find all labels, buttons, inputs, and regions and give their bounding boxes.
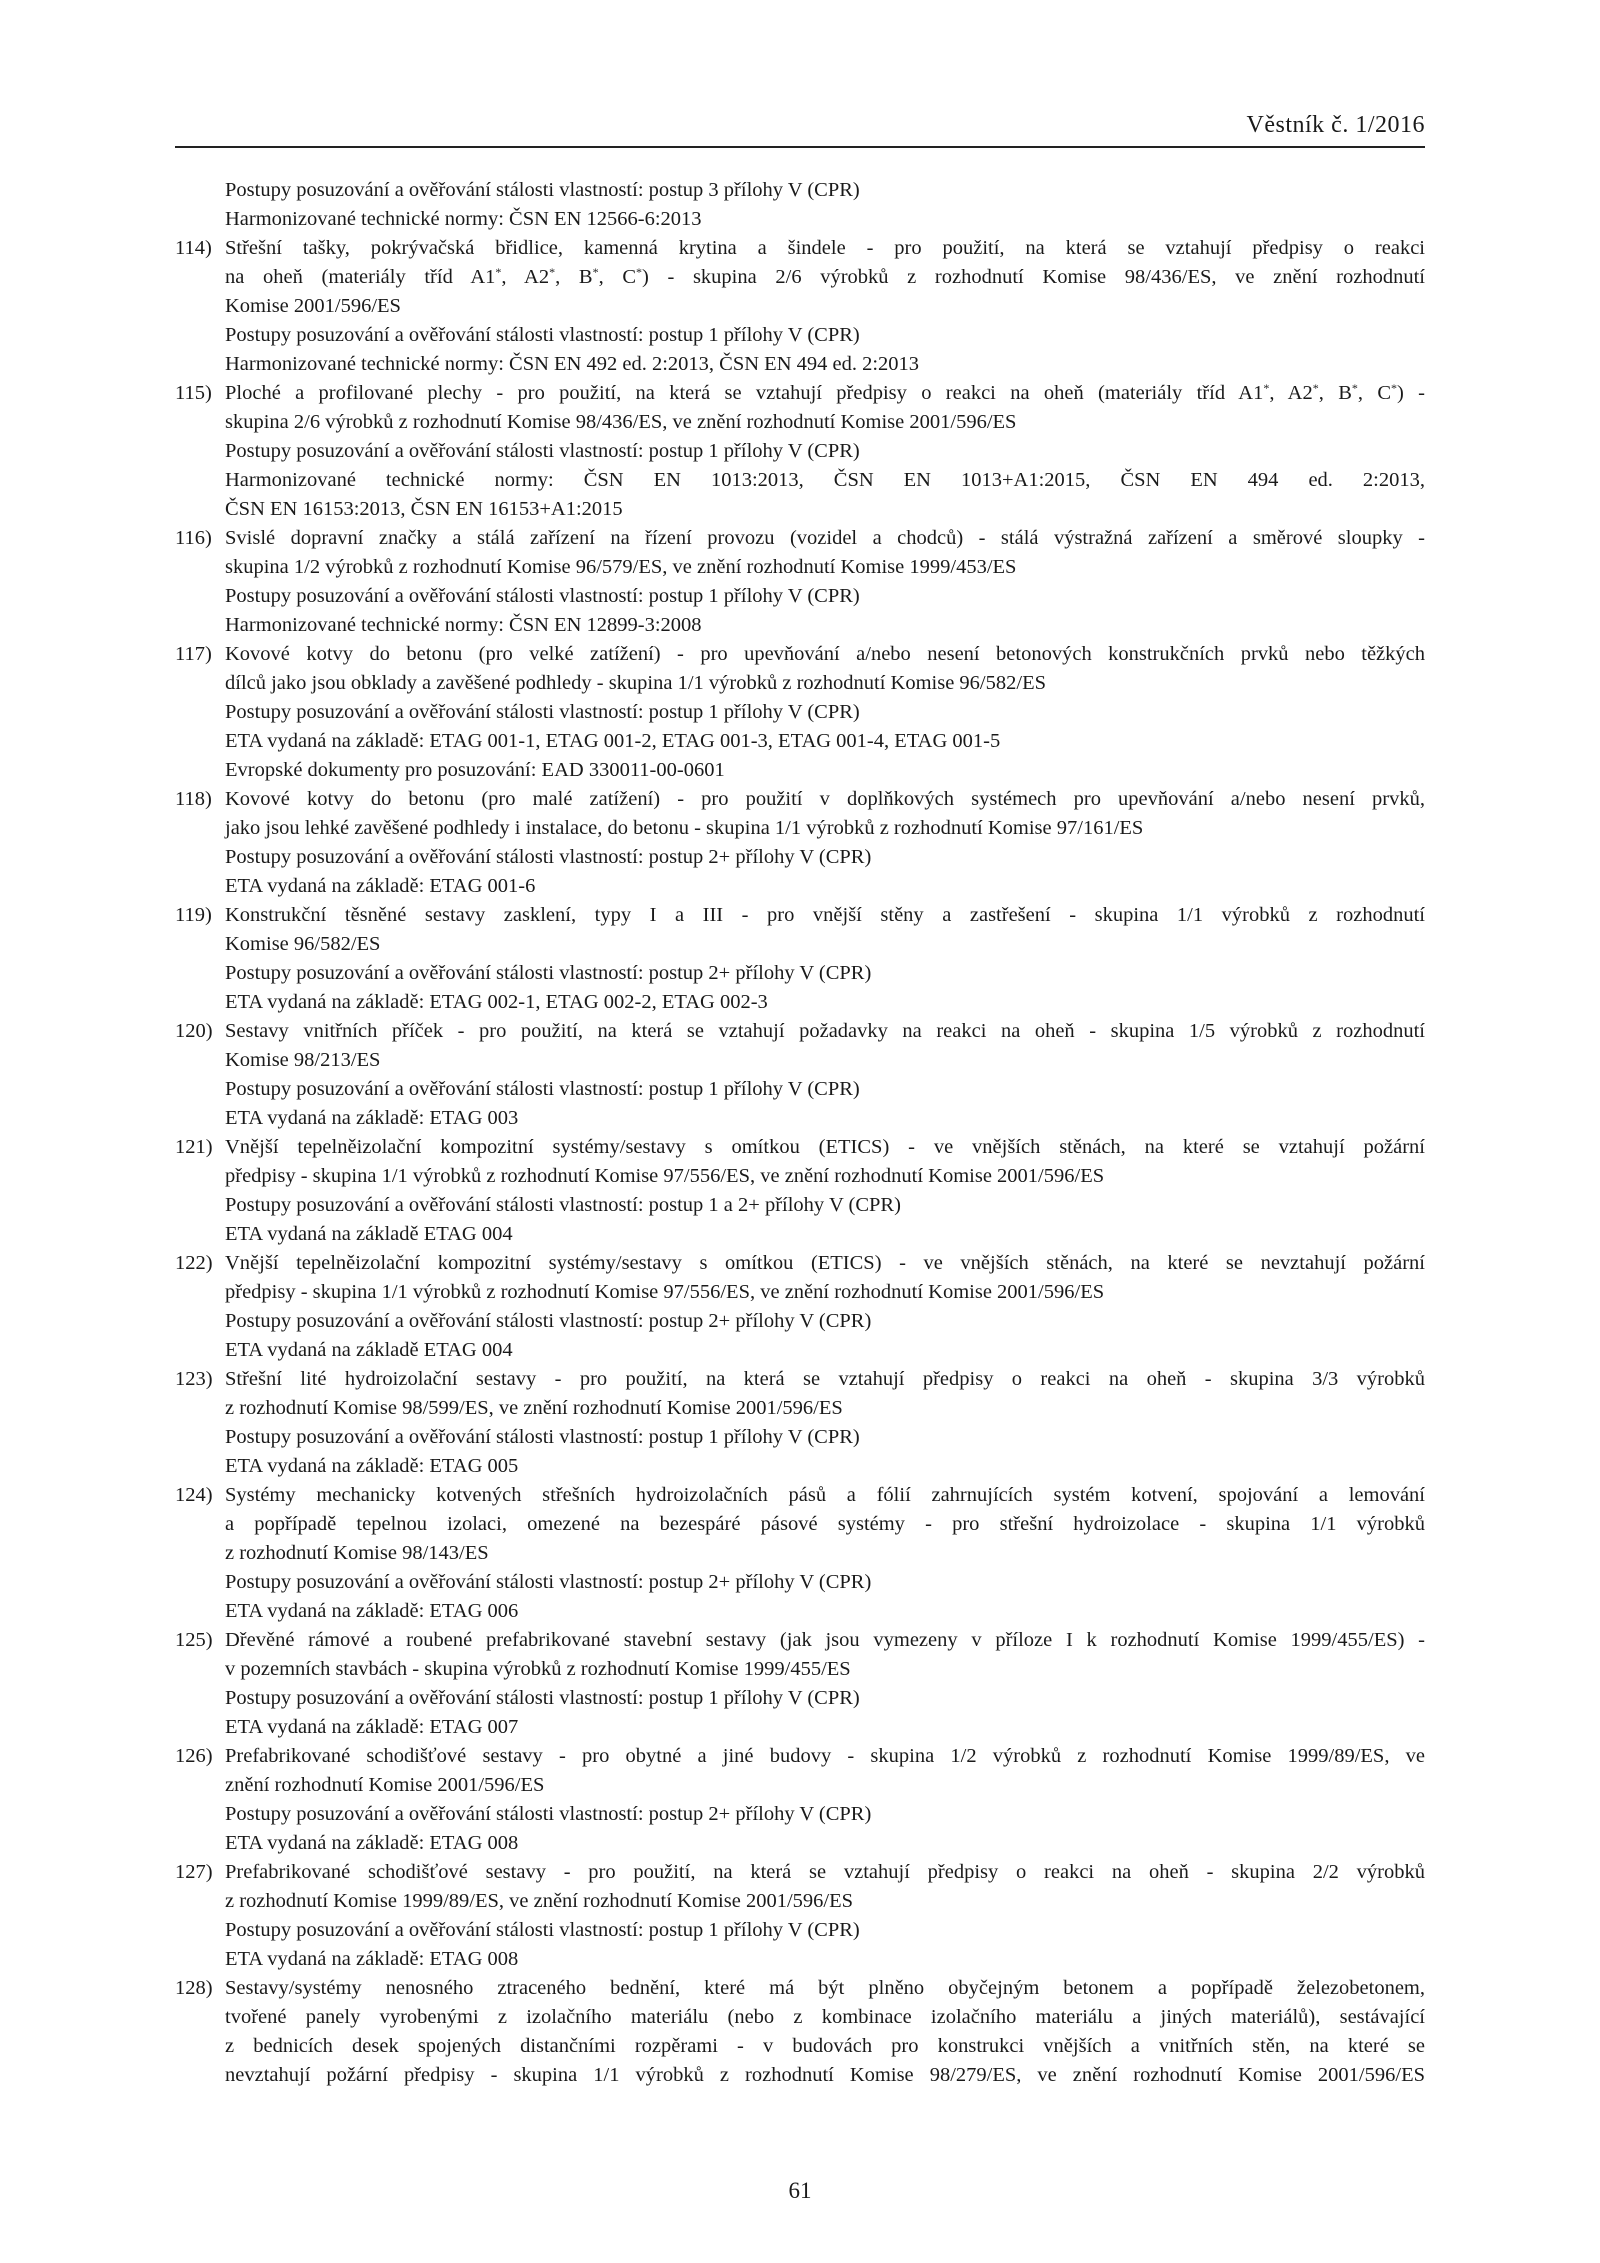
text-line: v pozemních stavbách - skupina výrobků z rozhodnutí Komise 1999/455/ES xyxy=(225,1658,851,1680)
item-text: Svislé dopravní značky a stálá zařízení na řízení provozu (vozidel a chodců) - stálá výstražná zařízení a směrové sloupky - xyxy=(225,527,1425,549)
text-line: Evropské dokumenty pro posuzování: EAD 330011-00-0601 xyxy=(225,759,725,781)
item-text: Kovové kotvy do betonu (pro malé zatížení) - pro použití v doplňkových systémech pro upevňování a/nebo nesení prvků, xyxy=(225,788,1425,810)
text-line: Komise 2001/596/ES xyxy=(225,295,401,317)
text-line: Harmonizované technické normy: ČSN EN 1013:2013, ČSN EN 1013+A1:2015, ČSN EN 494 ed. 2:2013, xyxy=(225,469,1425,491)
journal-title: Věstník č. 1/2016 xyxy=(1246,112,1425,138)
text-line: Postupy posuzování a ověřování stálosti vlastností: postup 1 přílohy V (CPR) xyxy=(225,440,860,462)
item-text: Prefabrikované schodišťové sestavy - pro použití, na která se vztahují předpisy o reakci na oheň - skupina 2/2 výrobků xyxy=(225,1861,1425,1883)
list-item xyxy=(175,234,1425,263)
item-number: 126) xyxy=(175,1745,213,1767)
text-line: Postupy posuzování a ověřování stálosti vlastností: postup 1 přílohy V (CPR) xyxy=(225,1919,860,1941)
text-line: Postupy posuzování a ověřování stálosti vlastností: postup 1 přílohy V (CPR) xyxy=(225,585,860,607)
list-item xyxy=(175,1742,1425,1771)
text-line: ETA vydaná na základě ETAG 004 xyxy=(225,1339,513,1361)
text-line: ETA vydaná na základě: ETAG 008 xyxy=(225,1948,519,1970)
text-line: Postupy posuzování a ověřování stálosti vlastností: postup 1 přílohy V (CPR) xyxy=(225,701,860,723)
list-item xyxy=(175,524,1425,553)
item-number: 127) xyxy=(175,1861,213,1883)
text-line: ETA vydaná na základě: ETAG 001-6 xyxy=(225,875,536,897)
list-item xyxy=(175,379,1425,408)
text-line: z rozhodnutí Komise 98/143/ES xyxy=(225,1542,489,1564)
text-line: Postupy posuzování a ověřování stálosti vlastností: postup 2+ přílohy V (CPR) xyxy=(225,1571,872,1593)
list-item xyxy=(175,901,1425,930)
item-number: 123) xyxy=(175,1368,213,1390)
list-item xyxy=(175,1249,1425,1278)
text-line: Harmonizované technické normy: ČSN EN 12566-6:2013 xyxy=(225,208,702,230)
item-number: 121) xyxy=(175,1136,213,1158)
item-number: 119) xyxy=(175,904,212,926)
text-line: Postupy posuzování a ověřování stálosti vlastností: postup 2+ přílohy V (CPR) xyxy=(225,1803,872,1825)
item-number: 125) xyxy=(175,1629,213,1651)
page-header xyxy=(175,110,1425,148)
text-line: a popřípadě tepelnou izolaci, omezené na bezespáré pásové systémy - pro střešní hydroizolace - skupina 1/1 výrobků xyxy=(225,1513,1425,1535)
text-line: Postupy posuzování a ověřování stálosti vlastností: postup 1 přílohy V (CPR) xyxy=(225,1687,860,1709)
text-line: dílců jako jsou obklady a zavěšené podhledy - skupina 1/1 výrobků z rozhodnutí Komise 96/582/ES xyxy=(225,672,1046,694)
text-line: ETA vydaná na základě: ETAG 001-1, ETAG 001-2, ETAG 001-3, ETAG 001-4, ETAG 001-5 xyxy=(225,730,1001,752)
list-item xyxy=(175,1974,1425,2003)
text-line: ETA vydaná na základě ETAG 004 xyxy=(225,1223,513,1245)
text-line: předpisy - skupina 1/1 výrobků z rozhodnutí Komise 97/556/ES, ve znění rozhodnutí Komise 2001/596/ES xyxy=(225,1165,1105,1187)
item-number: 117) xyxy=(175,643,212,665)
text-line: Postupy posuzování a ověřování stálosti vlastností: postup 1 přílohy V (CPR) xyxy=(225,1078,860,1100)
list-item xyxy=(175,1133,1425,1162)
text-line: Postupy posuzování a ověřování stálosti vlastností: postup 3 přílohy V (CPR) xyxy=(225,179,860,201)
text-line: na oheň (materiály tříd A1*, A2*, B*, C*) - skupina 2/6 výrobků z rozhodnutí Komise 98/436/ES, ve znění rozhodnutí xyxy=(225,265,1425,288)
text-line: ETA vydaná na základě: ETAG 008 xyxy=(225,1832,519,1854)
item-number: 120) xyxy=(175,1020,213,1042)
page-number: 61 xyxy=(788,2178,812,2203)
list-item xyxy=(175,1017,1425,1046)
item-text: Dřevěné rámové a roubené prefabrikované stavební sestavy (jak jsou vymezeny v příloze I k rozhodnutí Komise 1999/455/ES) - xyxy=(225,1629,1425,1651)
text-line: Komise 98/213/ES xyxy=(225,1049,381,1071)
item-text: Vnější tepelněizolační kompozitní systémy/sestavy s omítkou (ETICS) - ve vnějších stěnách, na které se nevztahují požární xyxy=(225,1252,1425,1274)
item-number: 118) xyxy=(175,788,212,810)
text-line: Postupy posuzování a ověřování stálosti vlastností: postup 1 přílohy V (CPR) xyxy=(225,1426,860,1448)
list-item xyxy=(175,1481,1425,1510)
list-item xyxy=(175,1858,1425,1887)
text-line: předpisy - skupina 1/1 výrobků z rozhodnutí Komise 97/556/ES, ve znění rozhodnutí Komise 2001/596/ES xyxy=(225,1281,1105,1303)
text-line: ETA vydaná na základě: ETAG 003 xyxy=(225,1107,519,1129)
item-text: Střešní tašky, pokrývačská břidlice, kamenná krytina a šindele - pro použití, na která se vztahují předpisy o reakci xyxy=(225,237,1425,259)
item-text: Konstrukční těsněné sestavy zasklení, typy I a III - pro vnější stěny a zastřešení - skupina 1/1 výrobků z rozhodnutí xyxy=(225,904,1425,926)
text-line: z rozhodnutí Komise 98/599/ES, ve znění rozhodnutí Komise 2001/596/ES xyxy=(225,1397,843,1419)
text-line: Postupy posuzování a ověřování stálosti vlastností: postup 2+ přílohy V (CPR) xyxy=(225,846,872,868)
text-line: ETA vydaná na základě: ETAG 002-1, ETAG 002-2, ETAG 002-3 xyxy=(225,991,768,1013)
item-number: 122) xyxy=(175,1252,213,1274)
list-item xyxy=(175,1365,1425,1394)
list-item xyxy=(175,1626,1425,1655)
text-line: ETA vydaná na základě: ETAG 006 xyxy=(225,1600,519,1622)
text-line: Harmonizované technické normy: ČSN EN 12899-3:2008 xyxy=(225,614,702,636)
item-number: 128) xyxy=(175,1977,213,1999)
item-number: 115) xyxy=(175,382,212,404)
list-item xyxy=(175,785,1425,814)
item-text: Systémy mechanicky kotvených střešních hydroizolačních pásů a fólií zahrnujících systém kotvení, spojování a lemování xyxy=(225,1484,1425,1506)
text-line: tvořené panely vyrobenými z izolačního materiálu (nebo z kombinace izolačního materiálu a jiných materiálů), sestávající xyxy=(225,2006,1425,2028)
item-number: 114) xyxy=(175,237,212,259)
text-line: znění rozhodnutí Komise 2001/596/ES xyxy=(225,1774,545,1796)
document-body xyxy=(175,176,1425,2090)
text-line: Komise 96/582/ES xyxy=(225,933,381,955)
item-number: 116) xyxy=(175,527,212,549)
text-line: ETA vydaná na základě: ETAG 005 xyxy=(225,1455,519,1477)
text-line: ČSN EN 16153:2013, ČSN EN 16153+A1:2015 xyxy=(225,498,623,520)
item-text: Ploché a profilované plechy - pro použití, na která se vztahují předpisy o reakci na oheň (materiály tříd A1*, A2*, B*, C*) - xyxy=(225,381,1425,404)
text-line: jako jsou lehké zavěšené podhledy i instalace, do betonu - skupina 1/1 výrobků z rozhodnutí Komise 97/161/ES xyxy=(225,817,1144,839)
text-line: skupina 2/6 výrobků z rozhodnutí Komise 98/436/ES, ve znění rozhodnutí Komise 2001/596/ES xyxy=(225,411,1017,433)
item-text: Prefabrikované schodišťové sestavy - pro obytné a jiné budovy - skupina 1/2 výrobků z rozhodnutí Komise 1999/89/ES, ve xyxy=(225,1745,1425,1767)
text-line: nevztahují požární předpisy - skupina 1/1 výrobků z rozhodnutí Komise 98/279/ES, ve znění rozhodnutí Komise 2001/596/ES xyxy=(225,2064,1425,2086)
text-line: Postupy posuzování a ověřování stálosti vlastností: postup 2+ přílohy V (CPR) xyxy=(225,1310,872,1332)
item-text: Sestavy/systémy nenosného ztraceného bednění, které má být plněno obyčejným betonem a popřípadě železobetonem, xyxy=(225,1977,1425,1999)
item-text: Vnější tepelněizolační kompozitní systémy/sestavy s omítkou (ETICS) - ve vnějších stěnách, na které se vztahují požární xyxy=(225,1136,1425,1158)
text-line: z bednicích desek spojených distančními rozpěrami - v budovách pro konstrukci vnějších a vnitřních stěn, na které se xyxy=(225,2035,1425,2057)
text-line: Postupy posuzování a ověřování stálosti vlastností: postup 2+ přílohy V (CPR) xyxy=(225,962,872,984)
text-line: Postupy posuzování a ověřování stálosti vlastností: postup 1 a 2+ přílohy V (CPR) xyxy=(225,1194,901,1216)
text-line: Harmonizované technické normy: ČSN EN 492 ed. 2:2013, ČSN EN 494 ed. 2:2013 xyxy=(225,353,920,375)
item-number: 124) xyxy=(175,1484,213,1506)
text-line: z rozhodnutí Komise 1999/89/ES, ve znění rozhodnutí Komise 2001/596/ES xyxy=(225,1890,854,1912)
text-line: skupina 1/2 výrobků z rozhodnutí Komise 96/579/ES, ve znění rozhodnutí Komise 1999/453/ES xyxy=(225,556,1017,578)
list-item xyxy=(175,640,1425,669)
item-text: Kovové kotvy do betonu (pro velké zatížení) - pro upevňování a/nebo nesení betonových konstrukčních prvků nebo těžkých xyxy=(225,643,1425,665)
text-line: ETA vydaná na základě: ETAG 007 xyxy=(225,1716,519,1738)
item-text: Střešní lité hydroizolační sestavy - pro použití, na která se vztahují předpisy o reakci na oheň - skupina 3/3 výrobků xyxy=(225,1368,1425,1390)
text-line: Postupy posuzování a ověřování stálosti vlastností: postup 1 přílohy V (CPR) xyxy=(225,324,860,346)
item-text: Sestavy vnitřních příček - pro použití, na která se vztahují požadavky na reakci na oheň - skupina 1/5 výrobků z rozhodnutí xyxy=(225,1020,1425,1042)
